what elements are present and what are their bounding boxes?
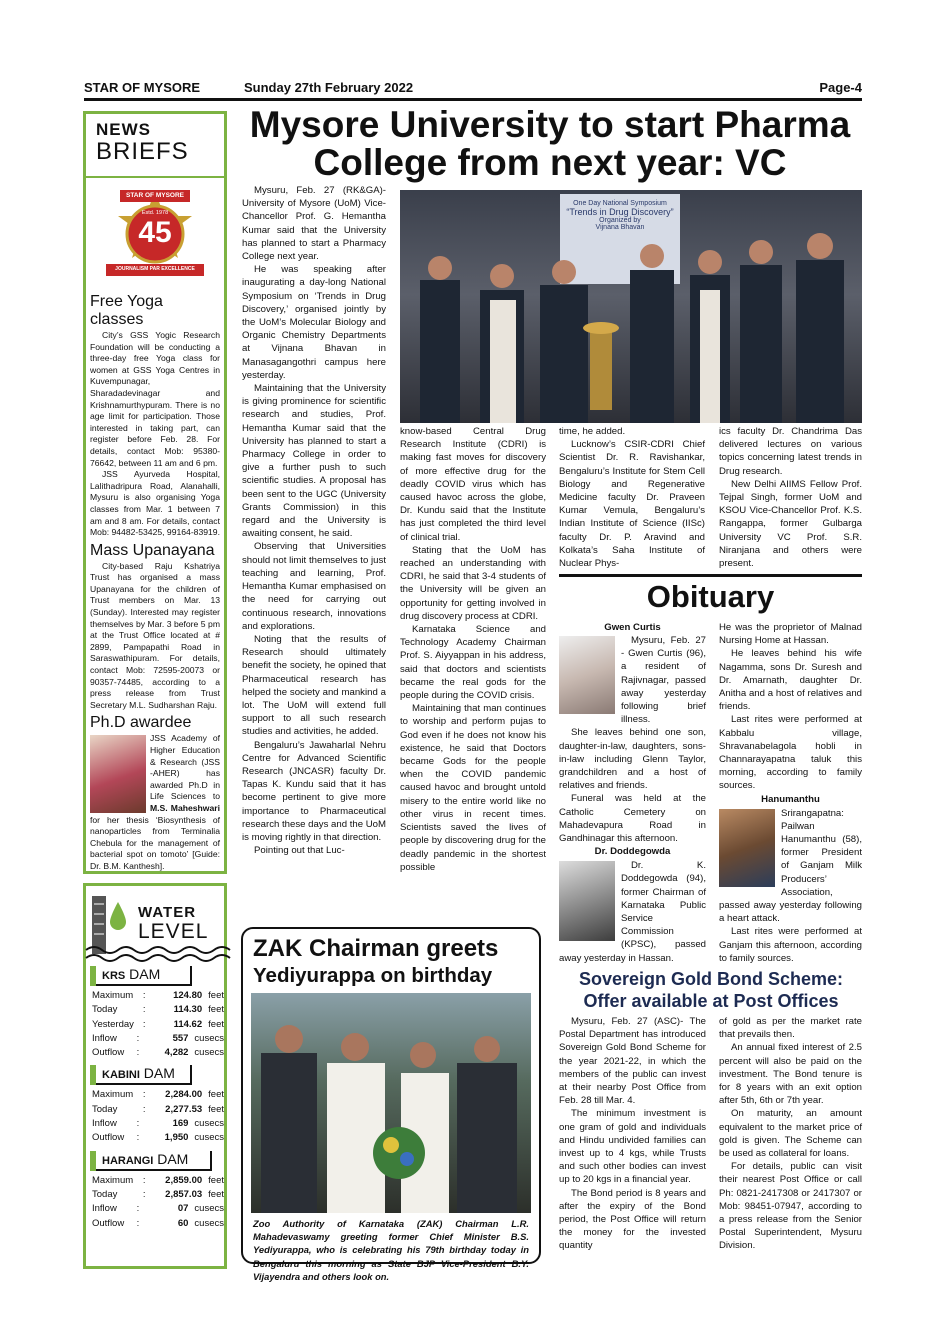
yoga-paragraph-2: JSS Ayurveda Hospital, Lalithadripura Road, Alanahalli, Mysuru is also organising Yoga classes from Mar. 1 between 7 am and 8 am. For details, contact Mob: 94482-53425, 99164-83919.: [90, 469, 220, 538]
obituary-hanumanthu-lead: [719, 807, 862, 926]
dam-krs-table: [86, 986, 224, 1065]
waves-icon: [86, 944, 224, 966]
level-title: LEVEL: [138, 920, 209, 943]
phd-block: [90, 733, 220, 872]
obituary-paragraph: She leaves behind one son, daughter-in-law, daughters, sons-in-law including Glenn Taylor, grandchildren and a host of relatives and friends.: [559, 727, 706, 792]
briefs-content: [86, 293, 224, 873]
dam-row: Today : 2,277.53 feet: [92, 1103, 224, 1115]
water-title: WATER: [138, 904, 197, 921]
briefs-title-briefs: BRIEFS: [96, 138, 189, 165]
main-paragraph: Pointing out that Luc-: [254, 845, 345, 857]
dam-row: Maximum : 124.80 feet: [92, 990, 224, 1001]
phd-title: Ph.D awardee: [90, 714, 192, 732]
gold-paragraph: An annual fixed interest of 2.5 percent will also be paid on the investment. The Bond tenure is for 8 years with an exit option after 5th, 6th or 7th year.: [719, 1042, 862, 1107]
dam-row: Inflow : 07 cusecs: [92, 1203, 224, 1215]
dam-krs: [86, 966, 224, 1065]
main-paragraph: Bengaluru’s Jawaharlal Nehru Centre for Advanced Scientific Research (JNCASR) faculty Dr. Tapas K. Kundu said that it has become pertinent to give more importance to Pharmaceutical research these days and the UoM is moving rightly in that direction.: [242, 739, 386, 843]
issue-date: Sunday 27th February 2022: [244, 80, 414, 95]
phd-awardee-photo: [90, 735, 146, 813]
main-paragraph: time, he added.: [559, 426, 626, 437]
dam-kabini: [86, 1065, 224, 1150]
phd-paragraph-a: JSS Academy of Higher Education & Research (JSS -AHER) has awarded Ph.D in Life Sciences to: [150, 733, 220, 802]
logo-estd-text: Estd. 1978: [141, 210, 169, 216]
upanayana-paragraph: City-based Raju Kshatriya Trust has organised a mass Upanayana for the children of Trust members on Mar. 13 (Sunday). Interested may register themselves by Mar. 3 before 5 pm at the Trust Office located at # 2899, Pampapathi Road in Saraswathipuram. For details, contact Mob: 72595-20073 or 90357-74485, according to a press release from Trust Secretary M.L. Sudharshan Raju.: [90, 560, 220, 710]
gold-paragraph: The minimum investment is one gram of gold and individuals and Hindu undivided families can invest up to 4 kgs, while Trusts and such other bodies can invest up to 20 kgs in a financial year.: [559, 1108, 706, 1186]
obituary-col1: [559, 621, 706, 964]
zak-headline-line1: ZAK Chairman greets: [253, 935, 499, 962]
obituary-paragraph: He was the proprietor of Malnad Nursing Home at Hassan.: [719, 622, 862, 647]
dam-krs-prefix: KRS: [102, 970, 126, 982]
dam-row: Outflow : 4,282 cusecs: [92, 1047, 224, 1059]
gold-headline-line2: Offer available at Post Offices: [583, 991, 839, 1011]
main-headline-line2: College from next year: VC: [313, 142, 787, 183]
water-level-header: [86, 886, 224, 966]
obituary-section: [559, 574, 862, 617]
zak-caption: Zoo Authority of Karnataka (ZAK) Chairman L.R. Mahadevaswamy greeting former Chief Minister B.S. Yediyurappa, who is celebrating his 79th birthday today in Bengaluru this morning as State BJP Vice-President B.Y. Vijayendra and others look on.: [253, 1218, 529, 1282]
obituary-gwen-lead-text: Mysuru, Feb. 27 - Gwen Curtis (96), a resident of Rajivnagar, passed away yesterday following brief illness.: [621, 635, 706, 726]
obituary-name-doddegowda: Dr. Doddegowda: [594, 846, 671, 858]
zak-story-box: [241, 927, 541, 1282]
main-paragraph: know-based Central Drug Research Institute (CDRI) is making fast moves for discovery of more effective drug for the deadly COVID virus which has caused havoc across the globe, Dr. Kundu said that the Institute has just completed the third level of clinical trial.: [400, 426, 546, 543]
obituary-doddegowda-lead: [559, 859, 706, 965]
page-header: [84, 78, 862, 101]
dam-harangi-name: DAM: [157, 1150, 189, 1167]
zak-headline-line2: Yediyurappa on birthday: [253, 964, 493, 987]
main-paragraph: Lucknow’s CSIR-CDRI Chief Scientist Dr. R. Ravishankar, Bengaluru’s Institute for Stem Cell Biology and Regenerative Medicine faculty Dr. Praveen Kumar Vemula, Bengaluru’s Indian Institute of Science (IISc) faculty Dr. P. Aravind and Kolkata’s Saha Institute of Nuclear Phys-: [559, 439, 705, 570]
main-story-col1: [242, 184, 386, 919]
dam-harangi-table: [86, 1171, 224, 1236]
obituary-col2: [719, 621, 862, 964]
gold-paragraph: Mysuru, Feb. 27 (ASC)- The Postal Department has introduced Sovereign Gold Bond Scheme for the year 2021-22, in which the members of the public can invest at their nearby Post Office from Feb. 28 till Mar. 4.: [559, 1016, 706, 1107]
logo-number: 45: [138, 216, 172, 249]
dam-kabini-heading: [90, 1065, 192, 1085]
gold-paragraph: For details, public can visit their nearest Post Office or call Ph: 0821-2417308 or 2417307 or Mob: 98451-07947, according to a press release from the Senior Postal Superintendent, Mysuru Division.: [719, 1161, 862, 1252]
main-paragraph: Observing that Universities should not limit themselves to just teaching and learning, Prof. Hemantha Kumar emphasised on the need for carrying out continuous research, innovations and explorations.: [242, 541, 386, 632]
dam-list: [86, 966, 224, 1236]
yoga-title: Free Yoga classes: [90, 293, 163, 328]
gold-paragraph: of gold as per the market rate that prevails then.: [719, 1016, 862, 1041]
main-paragraph: Stating that the UoM has reached an understanding with CDRI, he said that 3-4 students of the University will be given an opportunity for getting involved in drug discovery process at CDRI.: [400, 544, 546, 622]
main-headline: [238, 106, 862, 182]
main-paragraph: Karnataka Science and Technology Academy Chairman Prof. S. Aiyyappan in his address, said that doctors and scientists became the real gods for the people during the COVID crisis.: [400, 624, 546, 702]
main-paragraph: He was speaking after inaugurating a day-long National Symposium on ‘Trends in Drug Discovery,’ organised jointly by the UoM’s Molecular Biology and Organic Chemistry Departments at Vijnana Bhavan in Manasagangothri campus here yesterday.: [242, 264, 386, 381]
main-paragraph: New Delhi AIIMS Fellow Prof. Tejpal Singh, former UoM and KSOU Vice-Chancellor Prof. K.S. Rangappa, former Gulbarga University VC Prof. S.R. Niranjana and others were present.: [719, 478, 862, 570]
main-story-col2: [400, 425, 546, 920]
dam-harangi: [86, 1151, 224, 1236]
dam-krs-name: DAM: [129, 966, 161, 982]
dam-kabini-prefix: KABINI: [102, 1069, 140, 1082]
hanumanthu-photo: [719, 809, 775, 887]
yoga-paragraph-1: City’s GSS Yogic Research Foundation will be conducting a three-day free Yoga class for women at GSS Yoga Centres in Kuvempunagar, Sharadadevinagar and Krishnamurthypuram. There is no age limit for participation. Those interested in taking part, can register before Feb. 28. For details, contact Mob: 95380-76642, between 11 am and 6 pm.: [90, 330, 220, 468]
banner-line1: One Day National Symposium: [573, 200, 667, 207]
obituary-title: Obituary: [646, 579, 775, 614]
dam-kabini-table: [86, 1085, 224, 1150]
symposium-photo: [400, 190, 862, 423]
dam-row: Maximum : 2,859.00 feet: [92, 1174, 224, 1186]
obituary-doddegowda-lead-text: Dr. K. Doddegowda (94), former Chairman of Karnataka Public Service Commission (KPSC), passed away yesterday in Hassan.: [559, 860, 706, 964]
main-paragraph: Noting that the results of Research should ultimately benefit the society, he opined that Pharmaceutical research has helped the society and mankind a lot. The UoM will extend full support to all such research studies and activities, he added.: [242, 633, 386, 738]
zak-people: [251, 993, 535, 1213]
gold-col1: [559, 1015, 706, 1267]
briefs-title-news: NEWS: [96, 120, 151, 139]
gwen-curtis-photo: [559, 636, 615, 714]
main-headline-line1: Mysore University to start Pharma: [249, 104, 851, 145]
main-story-col4: [719, 425, 862, 570]
obituary-gwen-lead: [559, 634, 706, 726]
dam-row: Maximum : 2,284.00 feet: [92, 1089, 224, 1101]
page-number: Page-4: [819, 80, 862, 95]
logo-top-text: STAR OF MYSORE: [125, 192, 185, 199]
banner-line2: “Trends in Drug Discovery”: [566, 207, 674, 217]
obituary-paragraph: Last rites were performed at Kabbalu village, Shravanabelagola hobli in Channarayapatna taluk this morning, according to family sources.: [719, 714, 862, 792]
zak-headline: [243, 929, 539, 989]
star-of-mysore-45-logo: [86, 178, 224, 290]
gold-paragraph: The Bond period is 8 years and after the expiry of the Bond period, the Post Office will return the money for the invested quantity: [559, 1187, 706, 1252]
dam-krs-heading: [90, 966, 192, 986]
upanayana-title: Mass Upanayana: [90, 541, 215, 559]
obituary-name-gwen: Gwen Curtis: [604, 622, 661, 633]
gold-paragraph: On maturity, an amount equivalent to the market price of gold is given. The Scheme can be used as collateral for loans.: [719, 1108, 862, 1160]
obituary-paragraph: He leaves behind his wife Nagamma, sons Dr. Suresh and Dr. Amarnath, daughter Dr. Anitha and a host of relatives and friends.: [719, 648, 862, 713]
dam-row: Yesterday : 114.62 feet: [92, 1018, 224, 1030]
main-paragraph: ics faculty Dr. Chandrima Das delivered lectures on various topics concerning latest trends in Drug research.: [719, 426, 862, 477]
symposium-people: [400, 190, 862, 423]
gold-headline-line1: Sovereign Gold Bond Scheme:: [578, 969, 844, 989]
main-paragraph: Maintaining that the University is giving prominence for scientific research and studies, Prof. Hemantha Kumar said that the University has planned to start a Pharmacy College in order to give a further push to such scientific studies. A proposal has been sent to the UGC (University Grants Commission) in this regard and the University is awaiting consent, he said.: [242, 383, 386, 540]
dam-row: Outflow : 60 cusecs: [92, 1217, 224, 1229]
zak-photo: [251, 993, 531, 1213]
briefs-title: [86, 114, 224, 178]
obituary-hanumanthu-lead-text: Srirangapatna: Pailwan Hanumanthu (58), former President of Ganjam Milk Producers’ Association, passed away yesterday following a heart attack.: [719, 807, 862, 925]
phd-paragraph-b: for her thesis ‘Biosynthesis of nanoparticles from Terminalia Chebula for the management of bacterial spot on tomoto’ [Guide: Dr. B.M. Kanthesh].: [90, 814, 220, 871]
water-level-box: [83, 883, 227, 1269]
banner-line3: Organized by: [599, 217, 641, 224]
dam-kabini-name: DAM: [143, 1065, 175, 1082]
dam-row: Outflow : 1,950 cusecs: [92, 1132, 224, 1144]
paper-name: STAR OF MYSORE: [84, 80, 201, 95]
logo-ribbon-text: JOURNALISM PAR EXCELLENCE: [115, 266, 195, 272]
banner-line4: Vijnana Bhavan: [595, 224, 645, 231]
dam-row: Today : 2,857.03 feet: [92, 1188, 224, 1200]
obituary-paragraph: Funeral was held at the Catholic Cemetery on Mahadevapura Road in Gandhinagar this afternoon.: [559, 793, 706, 845]
dam-harangi-prefix: HARANGI: [102, 1154, 154, 1167]
main-paragraph: Mysuru, Feb. 27 (RK&GA)- University of Mysore (UoM) Vice-Chancellor Prof. G. Hemantha Kumar said that the University has planned to start a Pharmacy College next year.: [242, 185, 386, 263]
gold-bond-headline: [556, 968, 866, 1012]
news-briefs-box: [83, 111, 227, 874]
main-paragraph: Maintaining that man continues to worship and perform pujas to God even if he does not know his existence, he said that Doctors became Gods for the people when the COVID pandemic caused havoc and brought untold misery to the entire world like no other virus in recent times. Scientists saved the lives of people by discovering drug for the deadly pandemic in the shortest possible: [400, 703, 546, 873]
dam-row: Inflow : 557 cusecs: [92, 1032, 224, 1044]
dam-harangi-heading: [90, 1151, 212, 1171]
dam-row: Today : 114.30 feet: [92, 1004, 224, 1016]
phd-awardee-name: M.S. Maheshwari: [150, 802, 220, 813]
dam-row: Inflow : 169 cusecs: [92, 1118, 224, 1130]
doddegowda-photo: [559, 861, 615, 941]
gold-col2: [719, 1015, 862, 1267]
obituary-name-hanumanthu: Hanumanthu: [761, 793, 820, 805]
obituary-paragraph: Last rites were performed at Ganjam this afternoon, according to family sources.: [719, 926, 862, 964]
main-story-col3: [559, 425, 705, 570]
